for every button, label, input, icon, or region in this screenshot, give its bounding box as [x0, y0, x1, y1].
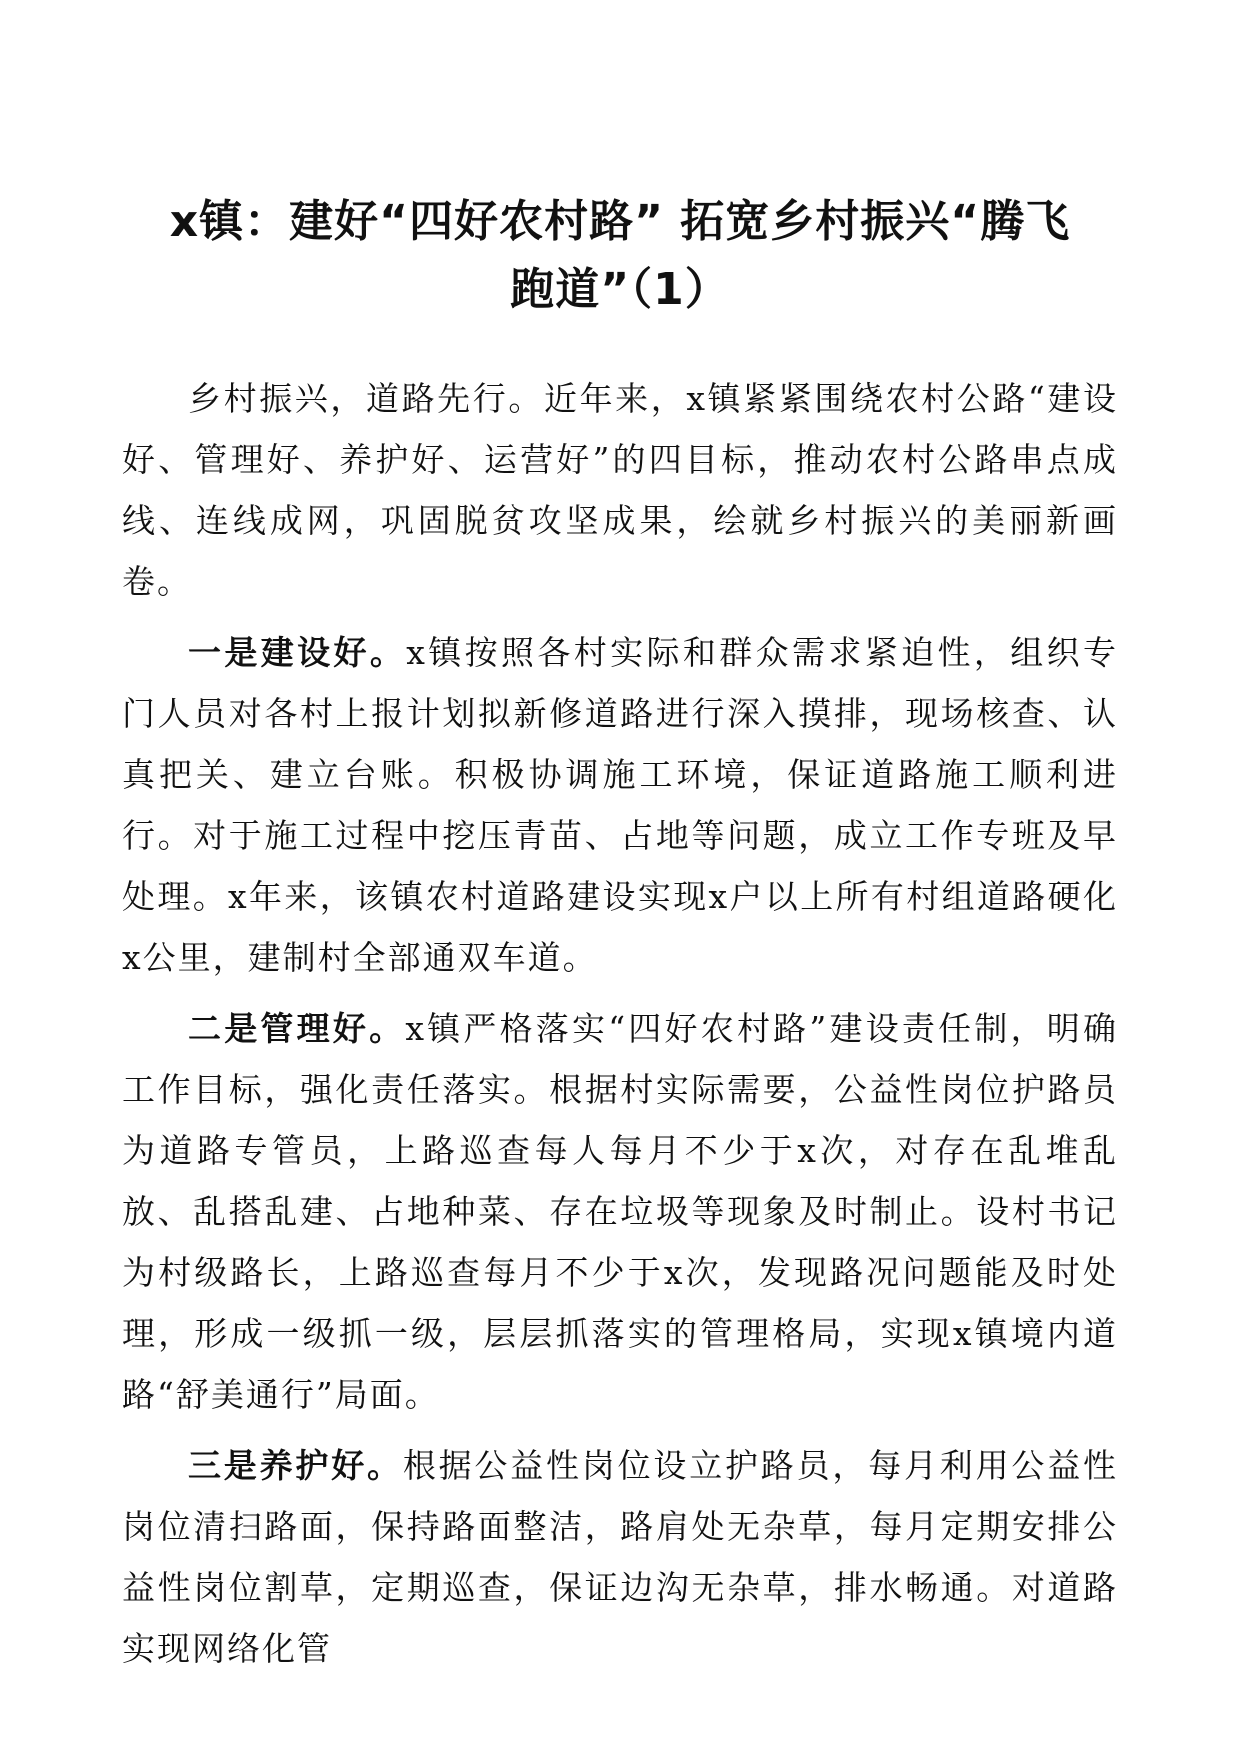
section-paragraph-construction [122, 622, 1118, 988]
intro-paragraph: 乡村振兴，道路先行。近年来，x镇紧紧围绕农村公路“建设好、管理好、养护好、运营好”的四目标，推动农村公路串点成线、连线成网，巩固脱贫攻坚成果，绘就乡村振兴的美丽新画卷。 [122, 379, 1118, 601]
title-line-2: 跑道”（1） [510, 264, 730, 315]
section-paragraph-management [122, 998, 1118, 1425]
section-lead-maintenance: 三是养护好。 [188, 1446, 403, 1485]
title-line-1: x镇：建好“四好农村路” 拓宽乡村振兴“腾飞 [169, 196, 1071, 247]
section-text-management: x镇严格落实“四好农村路”建设责任制，明确工作目标，强化责任落实。根据村实际需要，公益性岗位护路员为道路专管员，上路巡查每人每月不少于x次，对存在乱堆乱放、乱搭乱建、占地种菜、存在垃圾等现象及时制止。设村书记为村级路长，上路巡查每月不少于x次，发现路况问题能及时处理，形成一级抓一级，层层抓落实的管理格局，实现x镇境内道路“舒美通行”局面。 [122, 1009, 1119, 1414]
section-paragraph-maintenance [122, 1435, 1118, 1679]
section-text-maintenance: 根据公益性岗位设立护路员，每月利用公益性岗位清扫路面，保持路面整洁，路肩处无杂草，每月定期安排公益性岗位割草，定期巡查，保证边沟无杂草，排水畅通。对道路实现网络化管 [122, 1446, 1119, 1668]
section-lead-construction: 一是建设好。 [188, 633, 407, 672]
document-body [122, 368, 1118, 1689]
document-title [120, 188, 1120, 324]
section-lead-management: 二是管理好。 [188, 1009, 406, 1048]
section-text-construction: x镇按照各村实际和群众需求紧迫性，组织专门人员对各村上报计划拟新修道路进行深入摸排，现场核查、认真把关、建立台账。积极协调施工环境，保证道路施工顺利进行。对于施工过程中挖压青苗、占地等问题，成立工作专班及早处理。x年来，该镇农村道路建设实现x户以上所有村组道路硬化x公里，建制村全部通双车道。 [122, 633, 1118, 977]
